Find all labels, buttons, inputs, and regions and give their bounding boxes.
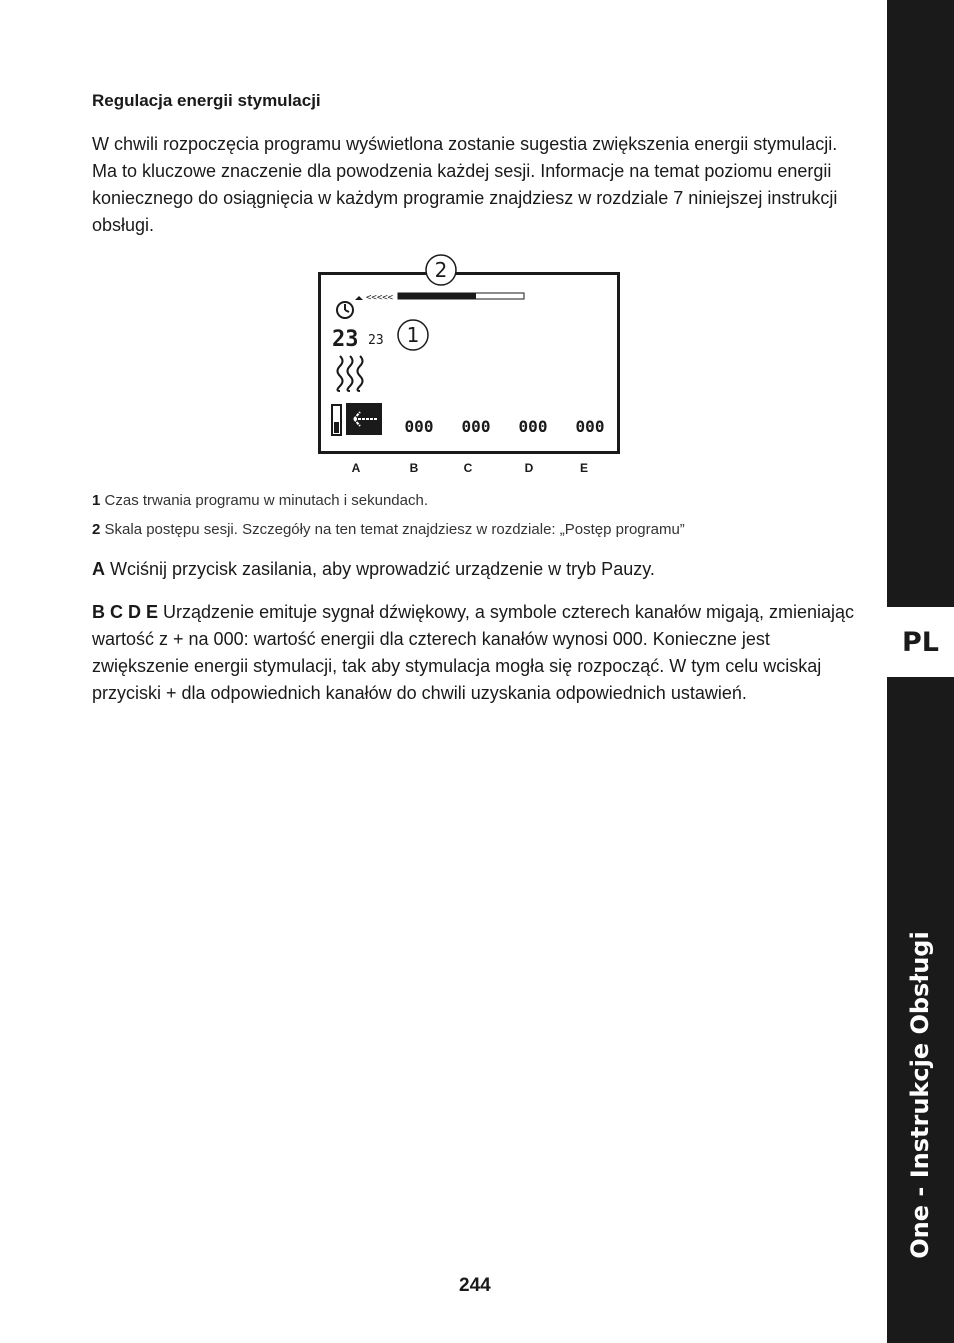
channel-e-value: 000 bbox=[575, 417, 605, 436]
svg-text:<<<<<: <<<<< bbox=[366, 293, 394, 303]
pause-arrow-icon bbox=[346, 403, 382, 435]
language-tab: PL bbox=[887, 607, 954, 677]
note-2 bbox=[92, 521, 685, 538]
note-1 bbox=[92, 492, 428, 509]
callout-2-label: 2 bbox=[434, 258, 448, 282]
page-number: 244 bbox=[459, 1275, 491, 1296]
paragraph-bcde-text: Urządzenie emituje sygnał dźwiękowy, a symbole czterech kanałów migają, zmieniając wartość z + na 000: wartość energii dla czterech kanałów wynosi 000. Konieczne jest zwiększenie energii stymulacji, tak aby stymulacja mogła się rozpocząć. W tym celu wciskaj przyciski + dla odpowiednich kanałów do chwili uzyskania odpowiednich ustawień. bbox=[92, 602, 855, 703]
note-1-number: 1 bbox=[92, 492, 101, 509]
channel-d-value: 000 bbox=[518, 417, 548, 436]
section-heading: Regulacja energii stymulacji bbox=[92, 91, 321, 110]
battery-icon bbox=[332, 405, 341, 435]
paragraph-a-label: A bbox=[92, 559, 105, 579]
note-1-text: Czas trwania programu w minutach i sekundach. bbox=[104, 492, 428, 509]
paragraph-a-text: Wciśnij przycisk zasilania, aby wprowadzić urządzenie w tryb Pauzy. bbox=[110, 559, 655, 579]
button-label-d: D bbox=[524, 461, 534, 475]
paragraph-bcde bbox=[92, 599, 862, 707]
button-label-c: C bbox=[463, 461, 473, 475]
program-time-large: 23 bbox=[332, 327, 359, 352]
paragraph-bcde-label: B C D E bbox=[92, 602, 159, 622]
callout-1-label: 1 bbox=[406, 323, 420, 347]
button-label-b: B bbox=[409, 461, 419, 475]
device-display-figure bbox=[318, 252, 622, 482]
note-2-number: 2 bbox=[92, 521, 101, 538]
paragraph-a bbox=[92, 559, 655, 580]
channel-b-value: 000 bbox=[404, 417, 434, 436]
button-label-e: E bbox=[579, 461, 589, 475]
intro-paragraph: W chwili rozpoczęcia programu wyświetlona zostanie sugestia zwiększenia energii stymulacji. Ma to kluczowe znaczenie dla powodzenia każdej sesji. Informacje na temat poziomu energii koniecznego do osiągnięcia w każdym programie znajdziesz w rozdziale 7 niniejszej instrukcji obsługi. bbox=[92, 134, 838, 235]
program-time-small: 23 bbox=[368, 333, 384, 348]
progress-fill bbox=[398, 293, 476, 299]
channel-c-value: 000 bbox=[461, 417, 491, 436]
button-label-a: A bbox=[351, 461, 361, 475]
sidebar-title: One - Instrukcje Obsługi bbox=[906, 931, 934, 1259]
device-display-svg bbox=[318, 252, 622, 482]
note-2-text: Skala postępu sesji. Szczegóły na ten temat znajdziesz w rozdziale: „Postęp programu” bbox=[104, 521, 685, 538]
